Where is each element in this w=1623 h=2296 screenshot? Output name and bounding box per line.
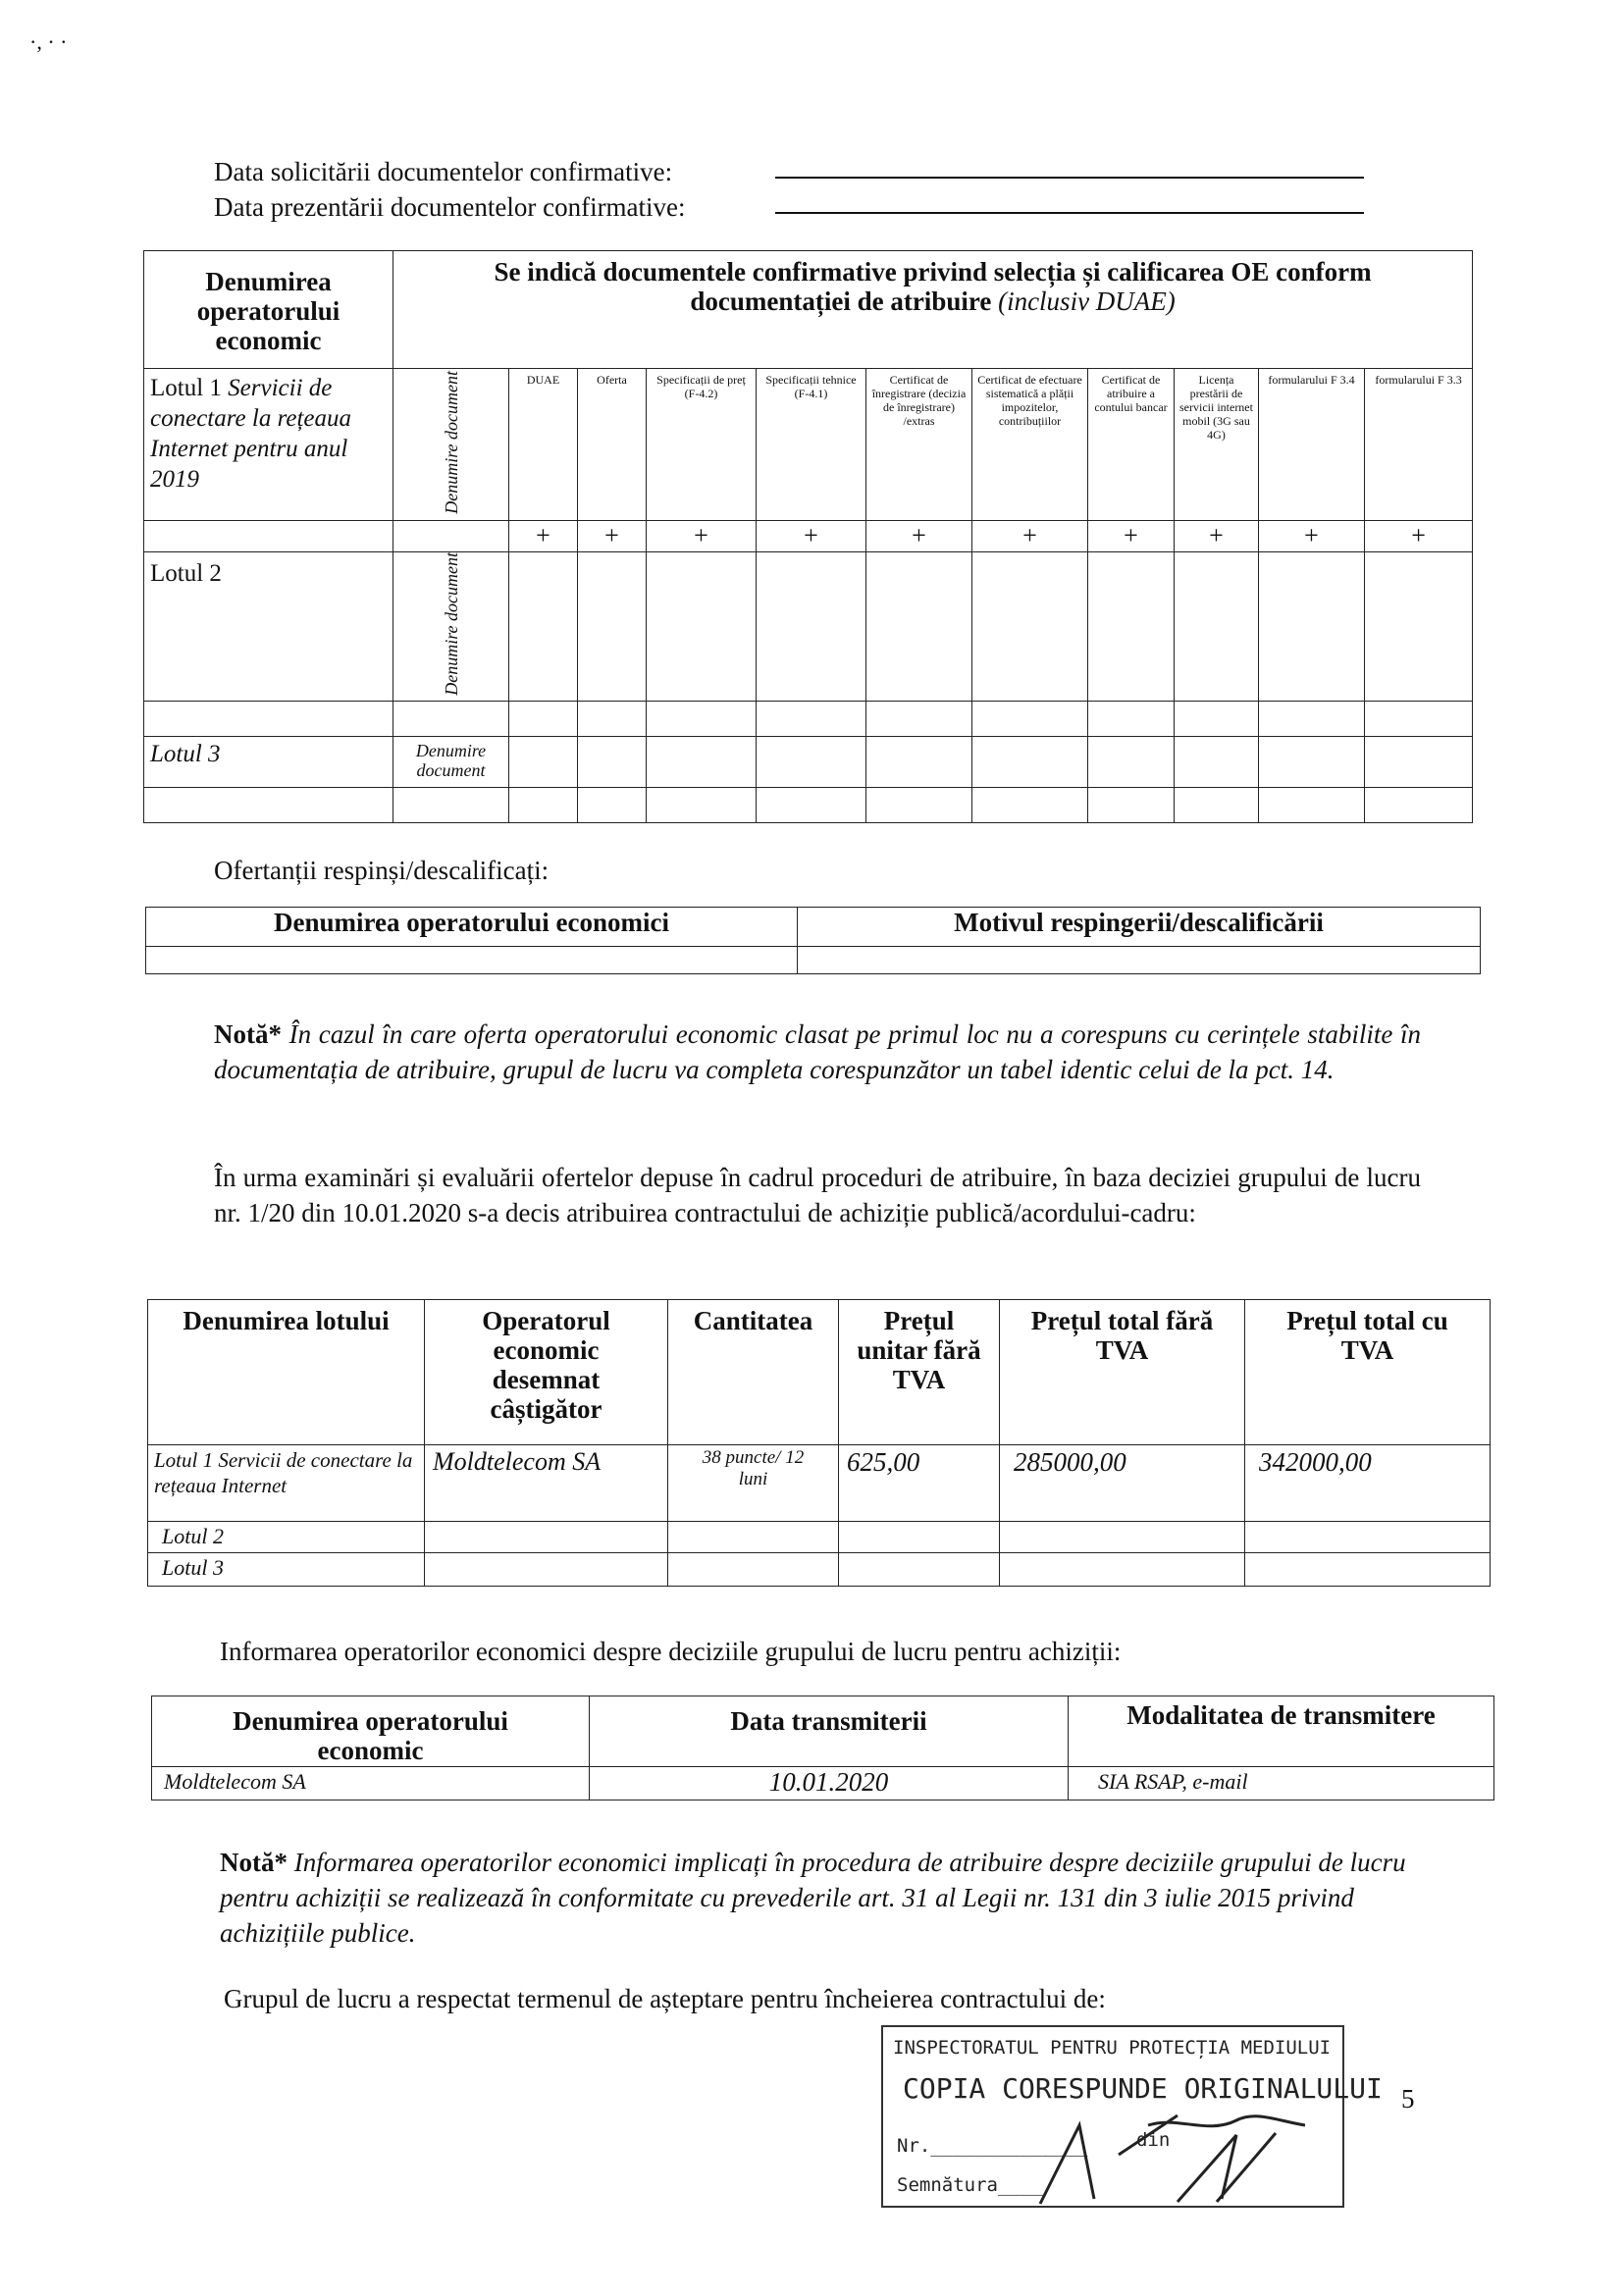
award-row: Lotul 3 xyxy=(148,1553,1491,1587)
award-row: Lotul 1 Servicii de conectare la rețeaua Internet Moldtelecom SA 38 puncte/ 12 luni 625,00 285000,00 342000,00 xyxy=(148,1445,1491,1522)
doc-col-cert-taxes: Certificat de efectuare sistematică a plății impozitelor, contribuțiilor xyxy=(972,369,1088,521)
doc-col-f34: formularului F 3.4 xyxy=(1259,369,1365,521)
plus-mark: + xyxy=(1088,521,1175,552)
rejected-label: Ofertanții respinși/descalificați: xyxy=(214,856,550,885)
decision-text: În urma examinări și evaluării ofertelor depuse în cadrul proceduri de atribuire, în baza deciziei grupului de lucru nr. 1/20 din 10.01.2020 s-a decis atribuirea contractului de achiziție publică/acordului-cadru: xyxy=(214,1163,1421,1227)
doc-col-f33: formularului F 3.3 xyxy=(1365,369,1473,521)
doc-col-f41: Specificații tehnice (F-4.1) xyxy=(757,369,866,521)
info-col-operator: Denumirea operatorului economic xyxy=(152,1696,590,1767)
lot3-doc-name: Denumire document xyxy=(393,736,509,787)
lot1-empty-doc-cell xyxy=(393,521,509,552)
doc-col-duae: DUAE xyxy=(509,369,578,521)
note-1: Notă* În cazul în care oferta operatorului economic clasat pe primul loc nu a corespuns cu cerințele stabilite în documentația de atribuire, grupul de lucru va completa corespunzător un tabel identic celui de la pct. 14. xyxy=(214,1019,1421,1084)
note-2: Notă* Informarea operatorilor economici implicați în procedura de atribuire despre deciziile grupului de lucru pentru achiziții se realizează în conformitate cu prevederile art. 31 al Legii nr. 131 din 3 iulie 2015 privind achizițiile publice. xyxy=(220,1848,1406,1948)
certification-stamp: INSPECTORATUL PENTRU PROTECȚIA MEDIULUI COPIA CORESPUNDE ORIGINALULUI Nr.______________ din Semnătura____ xyxy=(881,2025,1344,2208)
lot2-doc-name-cell: Denumire document xyxy=(393,552,509,702)
present-date-label: Data prezentării documentelor confirmative: xyxy=(214,192,686,222)
lot1-empty-cell xyxy=(144,521,393,552)
plus-mark: + xyxy=(757,521,866,552)
plus-mark: + xyxy=(866,521,972,552)
waiting-text: Grupul de lucru a respectat termenul de așteptare pentru încheierea contractului de: xyxy=(224,1984,1106,2013)
stamp-nr: Nr.______________ xyxy=(897,2135,1088,2157)
award-col-operator: Operatorul economic desemnat câștigător xyxy=(425,1300,668,1445)
handwritten-signature-icon xyxy=(883,2027,1342,2206)
doc-col-cert-bank: Certificat de atribuire a contului bancar xyxy=(1088,369,1175,521)
present-date-line xyxy=(775,212,1364,214)
award-col-total-vat: Prețul total cu TVA xyxy=(1245,1300,1491,1445)
lot1-label: Lotul 1 Servicii de conectare la rețeaua Internet pentru anul 2019 xyxy=(144,369,393,521)
info-table xyxy=(151,1696,1494,1800)
doc-col-f42: Specificații de preț (F-4.2) xyxy=(647,369,757,521)
award-col-quantity: Cantitatea xyxy=(668,1300,839,1445)
request-date-label: Data solicitării documentelor confirmative: xyxy=(214,157,673,186)
operator-header: Denumirea operatorului economic xyxy=(144,251,393,369)
plus-mark: + xyxy=(1175,521,1259,552)
doc-col-license: Licența prestării de servicii internet mobil (3G sau 4G) xyxy=(1175,369,1259,521)
info-label: Informarea operatorilor economici despre deciziile grupului de lucru pentru achiziții: xyxy=(220,1637,1122,1666)
doc-col-oferta: Oferta xyxy=(578,369,647,521)
rejected-col-reason: Motivul respingerii/descalificării xyxy=(798,908,1481,947)
rejected-table xyxy=(145,907,1481,974)
plus-mark: + xyxy=(972,521,1088,552)
plus-mark: + xyxy=(1365,521,1473,552)
stamp-signature: Semnătura____ xyxy=(897,2174,1043,2196)
award-col-total-no-vat: Prețul total fără TVA xyxy=(1000,1300,1245,1445)
info-col-method: Modalitatea de transmitere xyxy=(1069,1696,1494,1767)
lot2-label: Lotul 2 xyxy=(144,552,393,702)
plus-mark: + xyxy=(578,521,647,552)
doc-col-cert-registration: Certificat de înregistrare (decizia de înregistrare) /extras xyxy=(866,369,972,521)
request-date-line xyxy=(775,177,1364,179)
award-col-unit-price: Prețul unitar fără TVA xyxy=(839,1300,1000,1445)
award-table xyxy=(147,1299,1491,1587)
rejected-col-operator: Denumirea operatorului economici xyxy=(146,908,798,947)
lot1-doc-name-cell: Denumire document xyxy=(393,369,509,521)
documents-main-header: Se indică documentele confirmative privind selecția și calificarea OE conform documentației de atribuire (inclusiv DUAE) xyxy=(393,251,1473,369)
info-col-date: Data transmiterii xyxy=(590,1696,1069,1767)
award-row: Lotul 2 xyxy=(148,1522,1491,1553)
plus-mark: + xyxy=(647,521,757,552)
plus-mark: + xyxy=(509,521,578,552)
corner-marks: ·, · · xyxy=(29,29,68,54)
page-number: 5 xyxy=(1401,2084,1415,2113)
stamp-din: din xyxy=(1136,2129,1171,2151)
documents-table xyxy=(143,250,1473,823)
info-row: Moldtelecom SA 10.01.2020 SIA RSAP, e-mail xyxy=(152,1767,1494,1800)
lot3-label: Lotul 3 xyxy=(144,736,393,787)
award-col-lot: Denumirea lotului xyxy=(148,1300,425,1445)
plus-mark: + xyxy=(1259,521,1365,552)
